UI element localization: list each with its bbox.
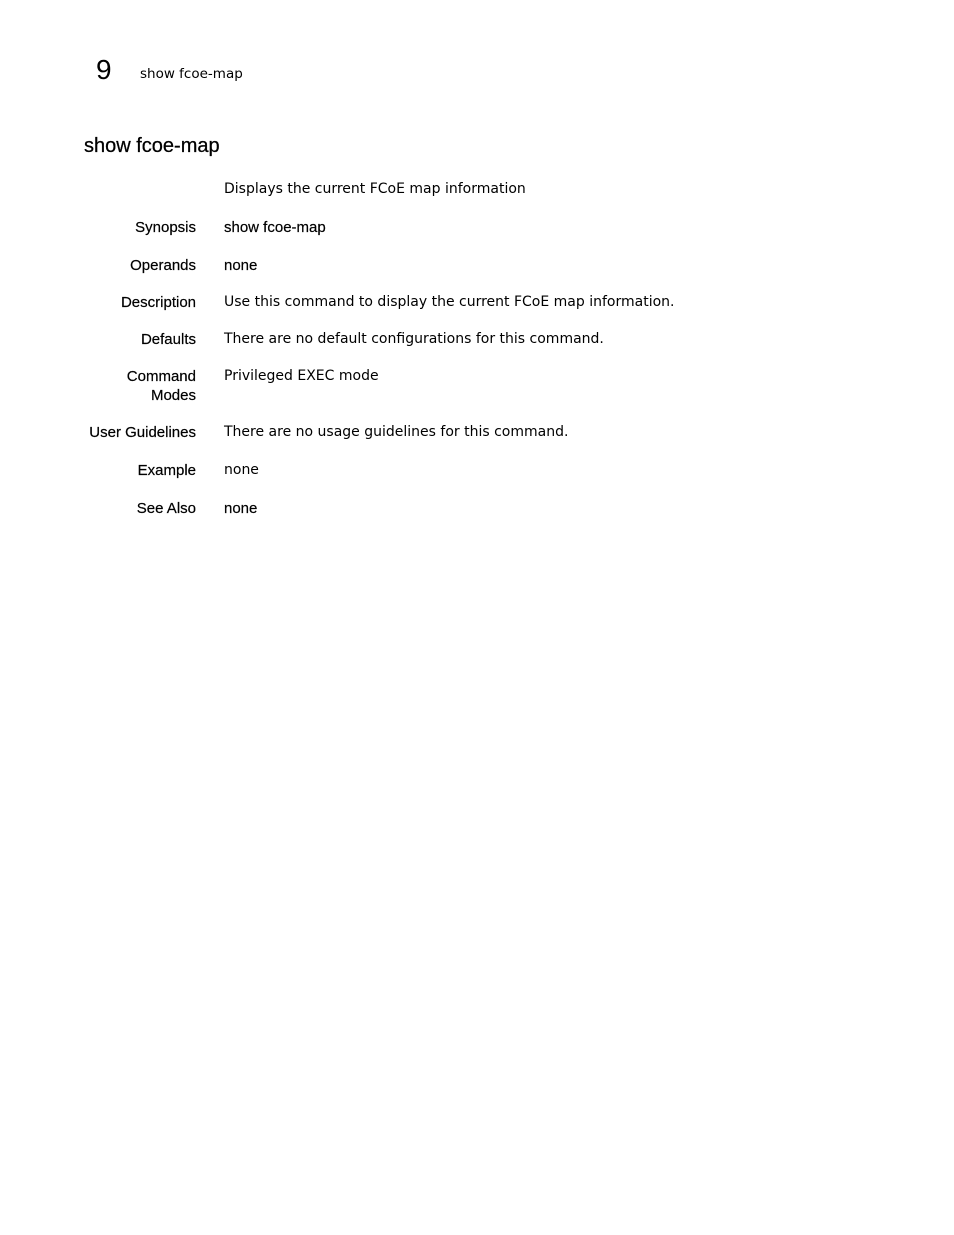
description-label: Description xyxy=(120,294,196,311)
see-also-value: none xyxy=(224,500,258,517)
operands-value: none xyxy=(224,257,258,274)
example-value: none xyxy=(224,462,259,478)
synopsis-value: show fcoe-map xyxy=(224,219,326,236)
user-guidelines-label: User Guidelines xyxy=(89,424,196,441)
command-modes-value: Privileged EXEC mode xyxy=(224,368,379,384)
example-label: Example xyxy=(137,462,196,479)
command-modes-label-line1: Command xyxy=(126,368,196,385)
operands-label: Operands xyxy=(130,257,196,274)
see-also-label: See Also xyxy=(136,500,196,517)
intro-text: Displays the current FCoE map information xyxy=(224,181,526,197)
command-modes-label xyxy=(127,367,196,405)
defaults-value: There are no default configurations for this command. xyxy=(224,331,604,347)
command-modes-label-line2: Modes xyxy=(150,387,196,404)
chapter-number: 9 xyxy=(96,54,112,85)
synopsis-label: Synopsis xyxy=(135,219,196,236)
page-title: show fcoe-map xyxy=(84,135,220,157)
running-head: show fcoe-map xyxy=(140,66,243,82)
user-guidelines-value: There are no usage guidelines for this command. xyxy=(224,424,569,440)
defaults-label: Defaults xyxy=(140,331,196,348)
description-value: Use this command to display the current FCoE map information. xyxy=(224,294,675,310)
